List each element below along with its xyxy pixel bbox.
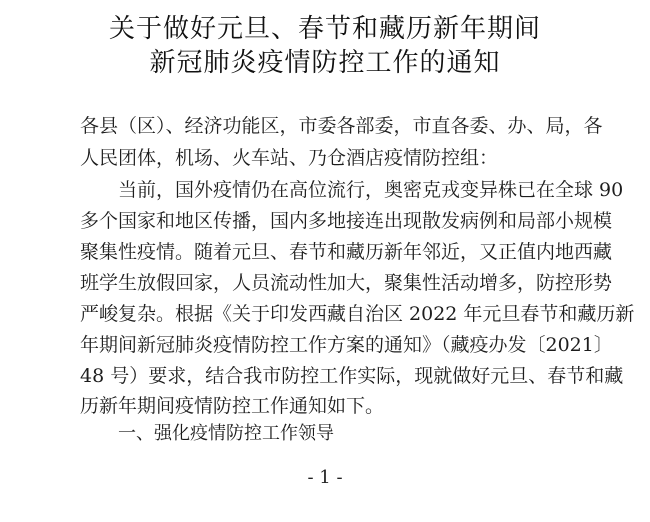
paragraph-line-3: 聚集性疫情。随着元旦、春节和藏历新年邻近，又正值内地西藏 (80, 241, 613, 263)
addressee-line-1: 各县（区）、经济功能区，市委各部委，市直各委、办、局，各 (80, 115, 603, 137)
paragraph-line-1: 当前，国外疫情仍在高位流行，奥密克戎变异株已在全球 90 (118, 179, 624, 201)
page-number: - 1 - (307, 467, 343, 488)
section-heading: 一、强化疫情防控工作领导 (118, 423, 334, 444)
document-title-line-2: 新冠肺炎疫情防控工作的通知 (149, 48, 501, 78)
paragraph-line-2: 多个国家和地区传播，国内多地接连出现散发病例和局部小规模 (80, 210, 613, 232)
paragraph-line-4: 班学生放假回家，人员流动性加大，聚集性活动增多，防控形势 (80, 272, 613, 294)
paragraph-line-8: 历新年期间疫情防控工作通知如下。 (80, 395, 385, 417)
paragraph-line-6: 年期间新冠肺炎疫情防控工作方案的通知》（藏疫办发〔2021〕 (80, 334, 613, 356)
document-title-line-1: 关于做好元旦、春节和藏历新年期间 (108, 14, 541, 44)
addressee-line-2: 人民团体，机场、火车站、乃仓酒店疫情防控组： (80, 147, 499, 169)
paragraph-line-5: 严峻复杂。根据《关于印发西藏自治区 2022 年元旦春节和藏历新 (80, 303, 635, 325)
paragraph-line-7: 48 号）要求，结合我市防控工作实际，现就做好元旦、春节和藏 (80, 365, 624, 387)
